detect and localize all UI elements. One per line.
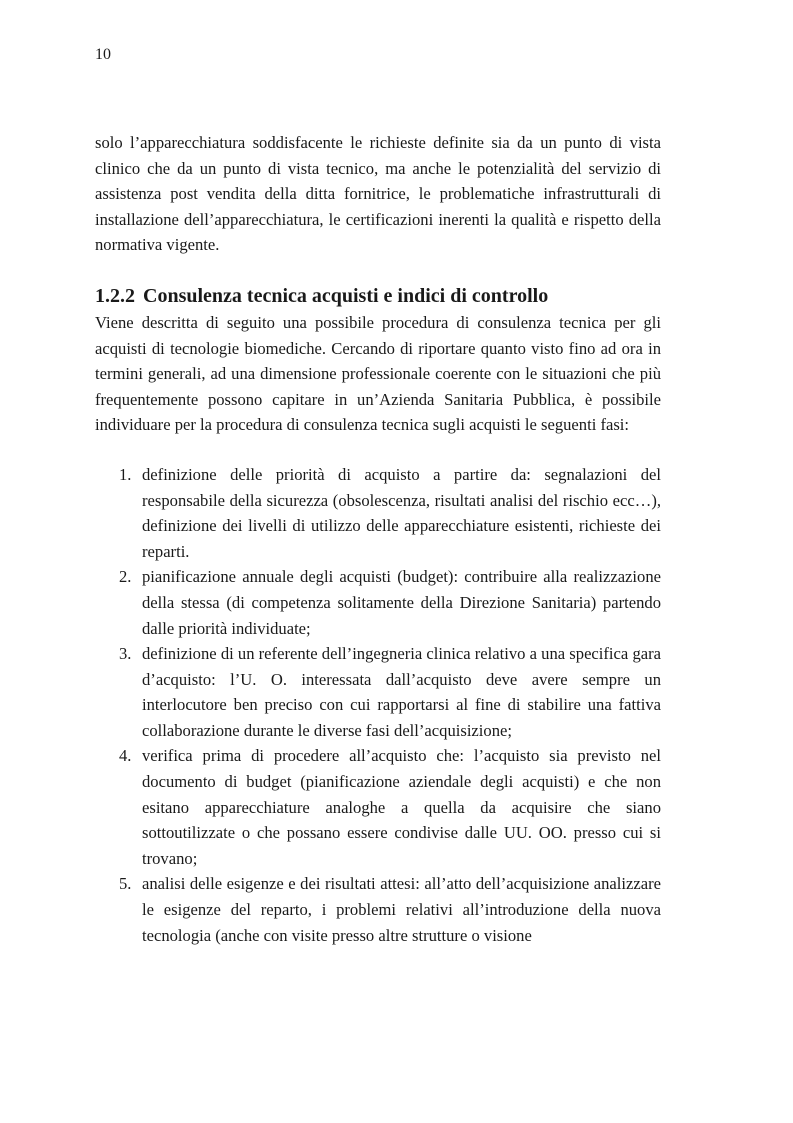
list-item-text: analisi delle esigenze e dei risultati attesi: all’atto dell’acquisizione analizzare le esigenze del reparto, i problemi relativi all’introduzione della nuova tecnologia (anche con visite presso altre strutture o visione xyxy=(142,874,661,945)
section-paragraph: Viene descritta di seguito una possibile procedura di consulenza tecnica per gli acquisti di tecnologie biomediche. Cercando di riportare quanto visto fino ad ora in termini generali, ad una dimensione professionale coerente con le situazioni che più frequentemente possono capitare in un’Azienda Sanitaria Pubblica, è possibile individuare per la procedura di consulenza tecnica sugli acquisti le seguenti fasi: xyxy=(95,312,661,435)
list-marker: 2. xyxy=(119,567,132,587)
section-heading xyxy=(95,283,661,309)
list-item xyxy=(95,743,661,871)
procedure-list xyxy=(95,462,661,948)
list-item-text: definizione delle priorità di acquisto a partire da: segnalazioni del responsabile della sicurezza (obsolescenza, risultati analisi del rischio ecc…), definizione dei livelli di utilizzo delle apparecchiature esistenti, richieste dei reparti. xyxy=(142,464,661,561)
list-marker: 4. xyxy=(119,746,132,766)
list-item xyxy=(95,564,661,641)
list-item-text: verifica prima di procedere all’acquisto che: l’acquisto sia previsto nel documento di budget (pianificazione aziendale degli acquisti) e che non esitano apparecchiature analoghe a quella da acquisire che siano sottoutilizzate o che possano essere condivise dalle UU. OO. presso cui si trovano; xyxy=(142,746,661,868)
list-item-text: definizione di un referente dell’ingegneria clinica relativo a una specifica gara d’acquisto: l’U. O. interessata dall’acquisto deve avere sempre un interlocutore ben preciso con cui rapportarsi al fine di stabilire una fattiva collaborazione durante le diverse fasi dell’acquisizione; xyxy=(142,644,661,740)
intro-paragraph: solo l’apparecchiatura soddisfacente le richieste definite sia da un punto di vista clinico che da un punto di vista tecnico, ma anche le potenzialità del servizio di assistenza post vendita della ditta fornitrice, le problematiche infrastrutturali di installazione dell’apparecchiatura, le certificazioni inerenti la qualità e rispetto della normativa vigente. xyxy=(95,133,661,255)
list-item-text: pianificazione annuale degli acquisti (budget): contribuire alla realizzazione della stessa (di competenza solitamente della Direzione Sanitaria) partendo dalle priorità individuate; xyxy=(142,567,661,638)
section-title: Consulenza tecnica acquisti e indici di controllo xyxy=(143,284,549,307)
document-body xyxy=(95,130,661,948)
list-marker: 5. xyxy=(119,874,132,894)
list-item xyxy=(95,462,661,564)
list-item xyxy=(95,871,661,948)
list-marker: 1. xyxy=(119,464,132,484)
list-marker: 3. xyxy=(119,644,132,664)
page-number: 10 xyxy=(95,46,111,63)
list-item xyxy=(95,641,661,743)
section-number: 1.2.2 xyxy=(95,284,135,307)
